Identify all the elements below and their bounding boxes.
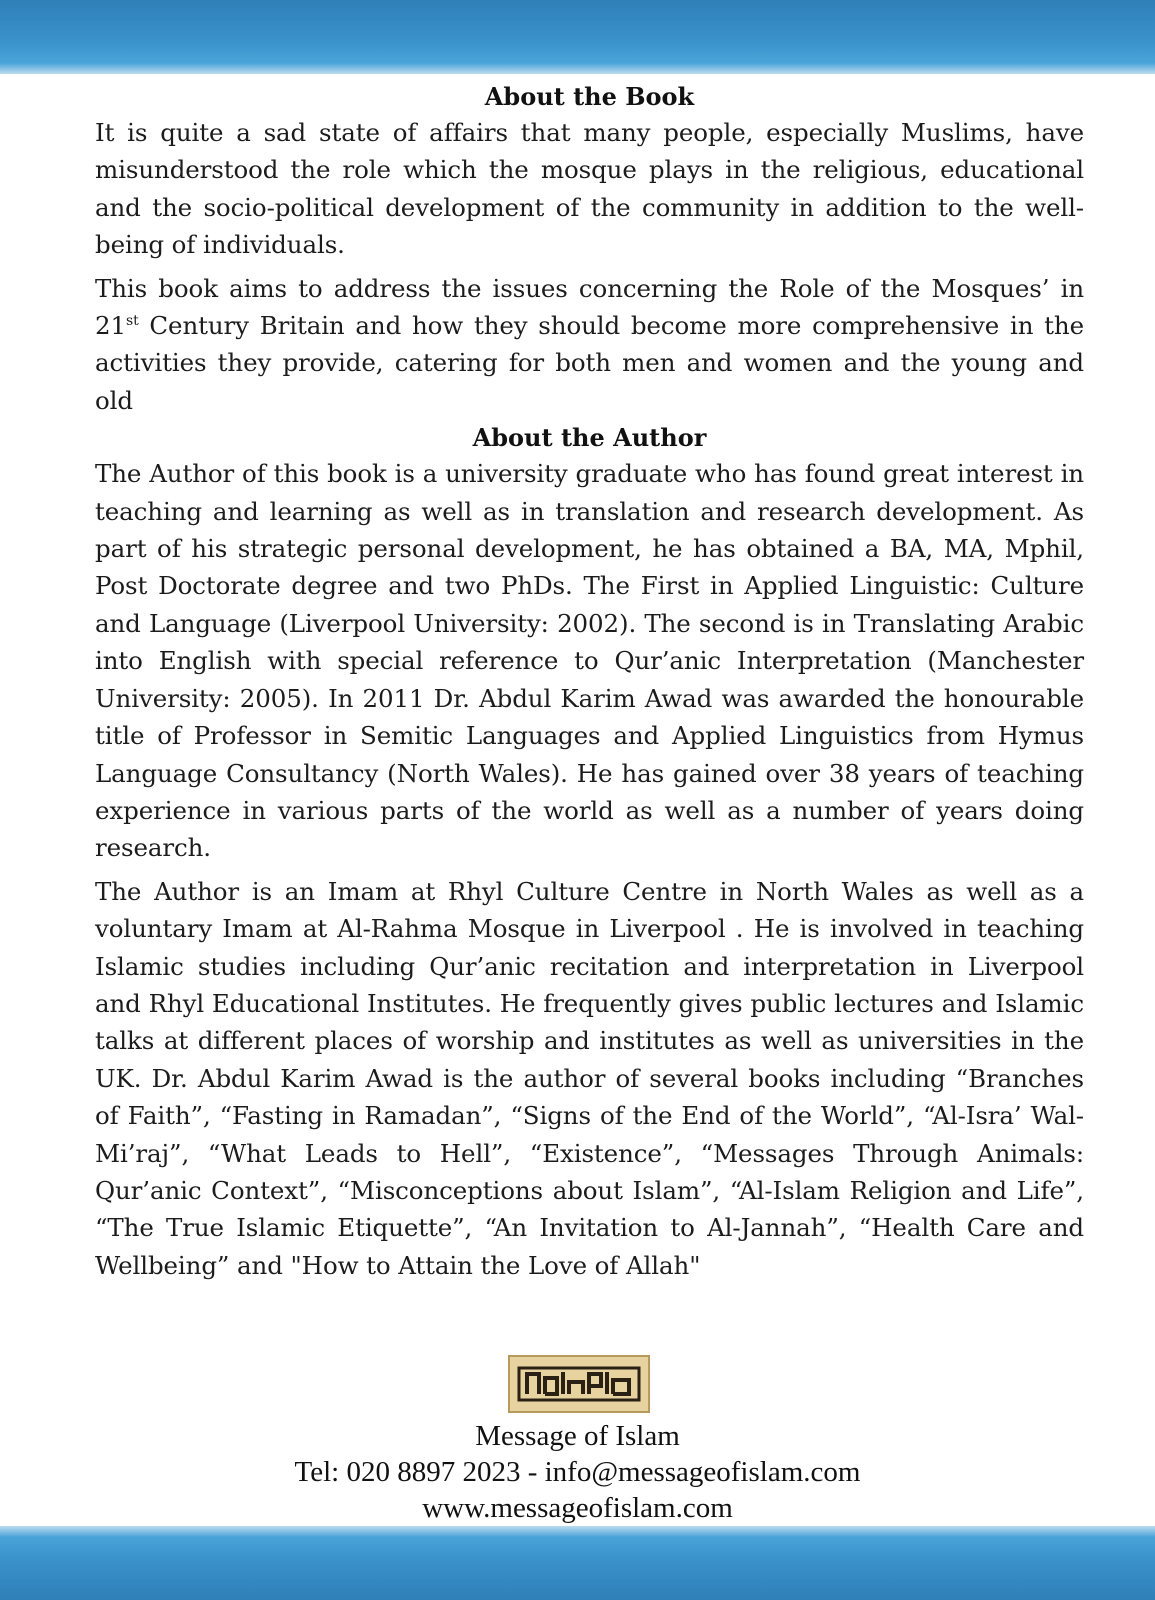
top-blue-band: [0, 0, 1155, 74]
about-author-heading: About the Author: [472, 423, 707, 453]
about-author-paragraph-2: The Author is an Imam at Rhyl Culture Centre in North Wales as well as a voluntary Imam at Al-Rahma Mosque in Liverpool . He is involved in teaching Islamic studies including Qur’anic recitation and interpretation in Liverpool and Rhyl Educational Institutes. He frequently gives public lectures and Islamic talks at different places of worship and institutes as well as universities in the UK. Dr. Abdul Karim Awad is the author of several books including “Branches of Faith”, “Fasting in Ramadan”, “Signs of the End of the World”, “Al-Isra’ Wal-Mi’raj”, “What Leads to Hell”, “Existence”, “Messages Through Animals: Qur’anic Context”, “Misconceptions about Islam”, “Al-Islam Religion and Life”, “The True Islamic Etiquette”, “An Invitation to Al-Jannah”, “Health Care and Wellbeing” and "How to Attain the Love of Allah": [95, 876, 1084, 1280]
calligraphy-logo-graphic: [517, 1364, 641, 1404]
about-book-paragraph-1: It is quite a sad state of affairs that many people, especially Muslims, have misunderstood the role which the mosque plays in the religious, educational and the socio-political development of the community in addition to the well-being of individuals.: [95, 118, 1084, 260]
publisher-name: Message of Islam: [475, 1420, 680, 1452]
bottom-blue-band: [0, 1526, 1155, 1600]
publisher-contact: Tel: 020 8897 2023 - info@messageofislam.com: [294, 1456, 861, 1488]
publisher-website: www.messageofislam.com: [422, 1492, 733, 1524]
about-book-paragraph-2-start: This book aims to address the issues concerning the Role of the Mosques’ in 21: [95, 273, 1084, 341]
about-book-heading: About the Book: [484, 82, 695, 111]
message-of-islam-calligraphy-logo-icon: [508, 1355, 650, 1413]
about-author-paragraph-1: The Author of this book is a university graduate who has found great interest in teaching and learning as well as in translation and research development. As part of his strategic personal development, he has obtained a BA, MA, Mphil, Post Doctorate degree and two PhDs. The First in Applied Linguistic: Culture and Language (Liverpool University: 2002). The second is in Translating Arabic into English with special reference to Qur’anic Interpretation (Manchester University: 2005). In 2011 Dr. Abdul Karim Awad was awarded the honourable title of Professor in Semitic Languages and Applied Linguistics from Hymus Language Consultancy (North Wales). He has gained over 38 years of teaching experience in various parts of the world as well as a number of years doing research.: [95, 459, 1084, 863]
ordinal-suffix: st: [125, 313, 139, 330]
about-book-paragraph-2: [95, 270, 1084, 420]
back-cover-text: [95, 80, 1084, 1284]
publisher-footer: [0, 1418, 1155, 1526]
about-book-paragraph-2-end: Century Britain and how they should become more comprehensive in the activities they provide, catering for both men and women and the young and old: [95, 311, 1084, 415]
